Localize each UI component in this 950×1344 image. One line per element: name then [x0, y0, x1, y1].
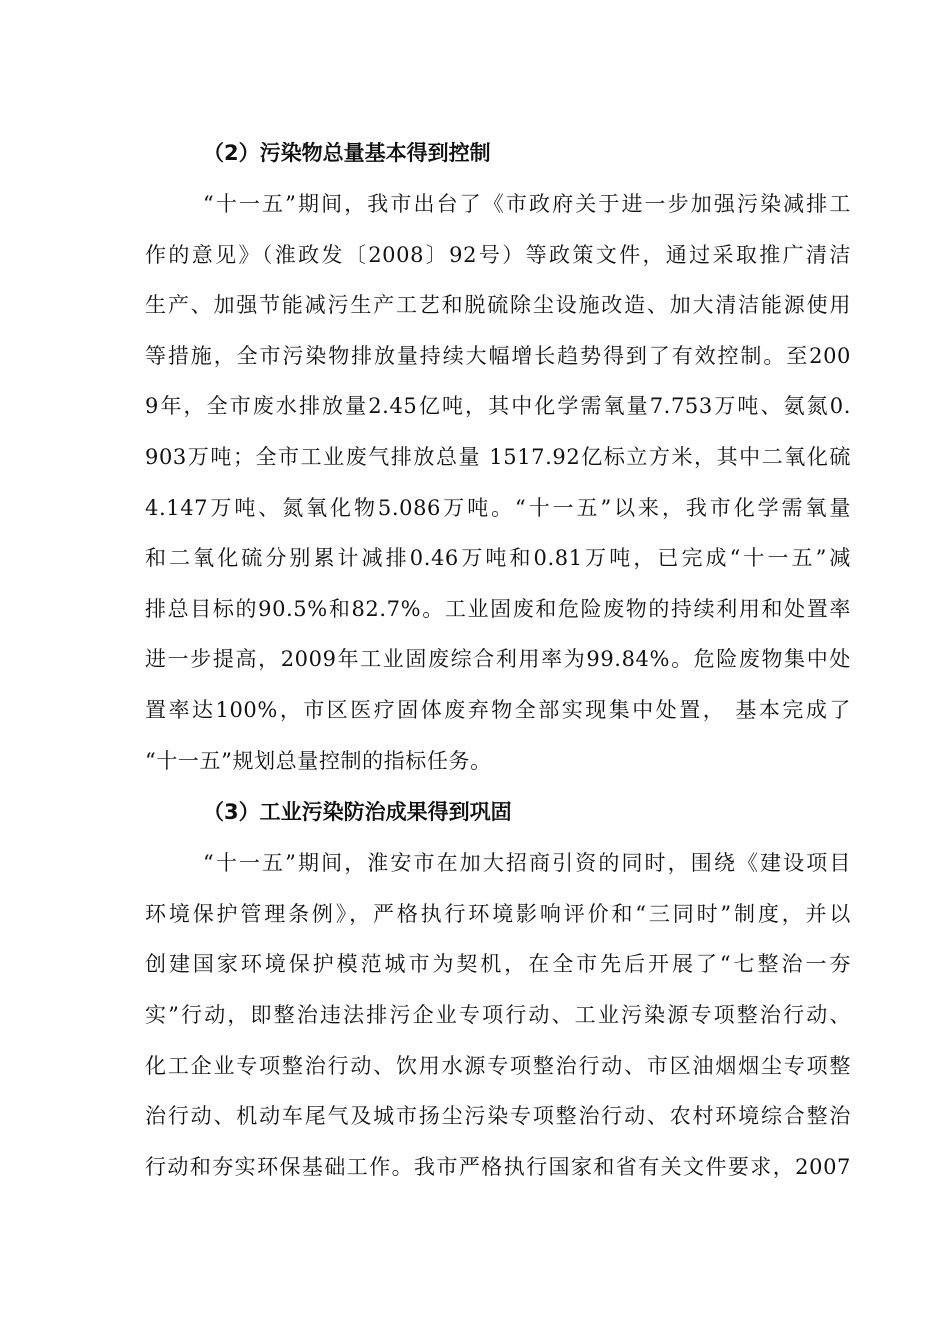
text-line: 置率达100%，市区医疗固体废弃物全部实现集中处置， 基本完成了	[145, 697, 851, 722]
section-heading-3: （3）工业污染防治成果得到巩固	[203, 800, 512, 825]
text-line: “十一五”规划总量控制的指标任务。	[145, 748, 492, 773]
text-line: 生产、加强节能减污生产工艺和脱硫除尘设施改造、加大清洁能源使用	[145, 293, 851, 318]
paragraph-industrial-pollution	[145, 838, 851, 1192]
text-line: 9年，全市废水排放量2.45亿吨，其中化学需氧量7.753万吨、氨氮0.	[145, 394, 851, 419]
text-line: 4.147万吨、氮氧化物5.086万吨。“十一五”以来，我市化学需氧量	[145, 495, 851, 520]
text-line: 实”行动，即整治违法排污企业专项行动、工业污染源专项整治行动、	[145, 1002, 851, 1027]
document-page	[145, 127, 851, 1192]
text-line: 化工企业专项整治行动、饮用水源专项整治行动、市区油烟烟尘专项整	[145, 1053, 851, 1078]
text-line: 进一步提高，2009年工业固废综合利用率为99.84%。危险废物集中处	[145, 647, 851, 672]
text-line: 903万吨；全市工业废气排放总量 1517.92亿标立方米，其中二氧化硫	[145, 444, 851, 469]
text-line: 等措施，全市污染物排放量持续大幅增长趋势得到了有效控制。至200	[145, 343, 851, 368]
text-line: “十一五”期间，我市出台了《市政府关于进一步加强污染减排工	[203, 192, 851, 216]
paragraph-pollutant-control	[145, 179, 851, 786]
text-line: “十一五”期间，淮安市在加大招商引资的同时，围绕《建设项目	[203, 851, 851, 876]
text-line: 排总目标的90.5%和82.7%。工业固废和危险废物的持续利用和处置率	[145, 596, 851, 621]
text-line: 作的意见》（淮政发〔2008〕92号）等政策文件，通过采取推广清洁	[145, 242, 851, 267]
text-line: 治行动、机动车尾气及城市扬尘污染专项整治行动、农村环境综合整治	[145, 1104, 851, 1129]
section-heading-2: （2）污染物总量基本得到控制	[203, 141, 491, 165]
text-line: 和二氧化硫分别累计减排0.46万吨和0.81万吨，已完成“十一五”减	[145, 546, 851, 571]
text-line: 行动和夯实环保基础工作。我市严格执行国家和省有关文件要求，2007	[145, 1154, 851, 1179]
text-line: 创建国家环境保护模范城市为契机，在全市先后开展了“七整治一夯	[145, 952, 851, 977]
text-line: 环境保护管理条例》，严格执行环境影响评价和“三同时”制度，并以	[145, 901, 851, 926]
